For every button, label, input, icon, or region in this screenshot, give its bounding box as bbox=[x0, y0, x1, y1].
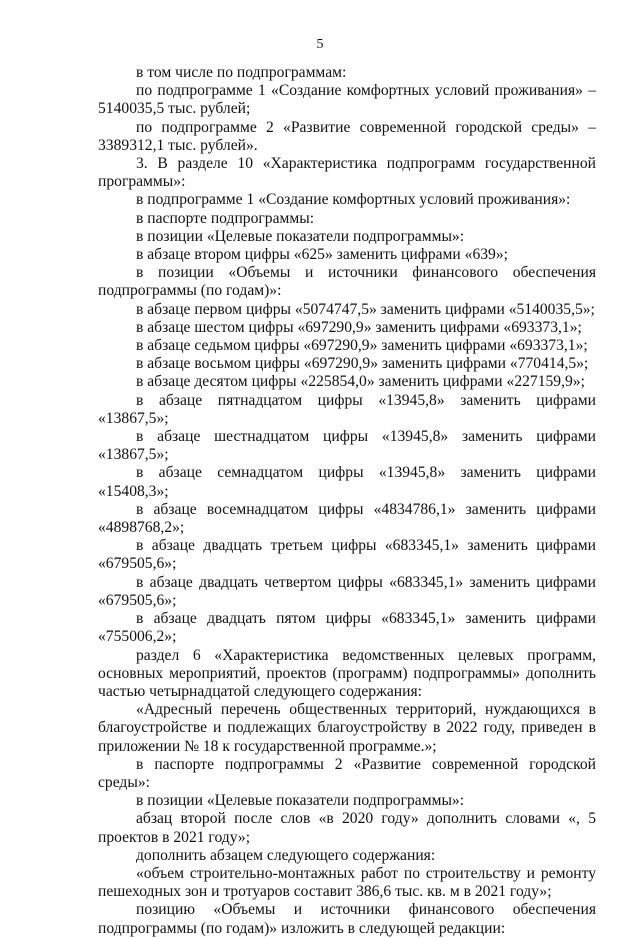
paragraph: в абзаце двадцать пятом цифры «683345,1» заменить цифрами «755006,2»; bbox=[98, 610, 596, 646]
paragraph: в подпрограмме 1 «Создание комфортных условий проживания»: bbox=[136, 191, 571, 209]
paragraph: в абзаце шестнадцатом цифры «13945,8» заменить цифрами «13867,5»; bbox=[98, 428, 596, 464]
paragraph: абзац второй после слов «в 2020 году» дополнить словами «, 5 проектов в 2021 году»; bbox=[98, 810, 596, 846]
paragraph: в абзаце двадцать третьем цифры «683345,1» заменить цифрами «679505,6»; bbox=[98, 537, 596, 573]
paragraph: в абзаце седьмом цифры «697290,9» заменить цифрами «693373,1»; bbox=[136, 337, 588, 355]
paragraph: по подпрограмме 1 «Создание комфортных условий проживания» – 5140035,5 тыс. рублей; bbox=[98, 82, 596, 118]
paragraph: в абзаце десятом цифры «225854,0» заменить цифрами «227159,9»; bbox=[136, 373, 585, 391]
paragraph: в том числе по подпрограммам: bbox=[136, 64, 347, 81]
paragraph: в абзаце восемнадцатом цифры «4834786,1» заменить цифрами «4898768,2»; bbox=[98, 500, 596, 537]
paragraph: «объем строительно-монтажных работ по строительству и ремонту пешеходных зон и тротуаров составит 386,6 тыс. кв. м в 2021 году»; bbox=[98, 864, 596, 901]
paragraph: в абзаце шестом цифры «697290,9» заменить цифрами «693373,1»; bbox=[136, 318, 582, 336]
paragraph: в абзаце пятнадцатом цифры «13945,8» заменить цифрами «13867,5»; bbox=[98, 391, 596, 427]
paragraph: в позиции «Объемы и источники финансового обеспечения подпрограммы (по годам)»: bbox=[98, 264, 596, 300]
paragraph: 3. В разделе 10 «Характеристика подпрограмм государственной программы»: bbox=[98, 155, 596, 191]
paragraph: в паспорте подпрограммы: bbox=[136, 209, 315, 227]
paragraph: по подпрограмме 2 «Развитие современной городской среды» – 3389312,1 тыс. рублей». bbox=[98, 118, 596, 154]
paragraph: дополнить абзацем следующего содержания: bbox=[136, 846, 436, 864]
page-number: 5 bbox=[316, 37, 324, 52]
paragraph: в паспорте подпрограммы 2 «Развитие современной городской среды»: bbox=[98, 755, 596, 791]
paragraph: в абзаце восьмом цифры «697290,9» заменить цифрами «770414,5»; bbox=[136, 355, 589, 373]
paragraph: раздел 6 «Характеристика ведомственных целевых программ, основных мероприятий, проектов (программ) подпрограммы» дополнить частью четырнадцатой следующего содержания: bbox=[98, 646, 596, 700]
paragraph: в абзаце втором цифры «625» заменить цифрами «639»; bbox=[136, 246, 508, 264]
paragraph: позицию «Объемы и источники финансового обеспечения подпрограммы (по годам)» изложить в следующей редакции: bbox=[98, 901, 596, 937]
paragraph: в позиции «Целевые показатели подпрограммы»: bbox=[136, 227, 465, 245]
paragraph: «Адресный перечень общественных территорий, нуждающихся в благоустройстве и подлежащих благоустройству в 2022 году, приведен в приложении № 18 к государственной программе.»; bbox=[98, 701, 596, 755]
document-body bbox=[98, 64, 596, 938]
paragraph: в абзаце семнадцатом цифры «13945,8» заменить цифрами «15408,3»; bbox=[98, 464, 596, 500]
paragraph: в абзаце двадцать четвертом цифры «683345,1» заменить цифрами «679505,6»; bbox=[98, 573, 596, 609]
paragraph: в абзаце первом цифры «5074747,5» заменить цифрами «5140035,5»; bbox=[136, 300, 595, 318]
paragraph: в позиции «Целевые показатели подпрограммы»: bbox=[136, 792, 465, 810]
